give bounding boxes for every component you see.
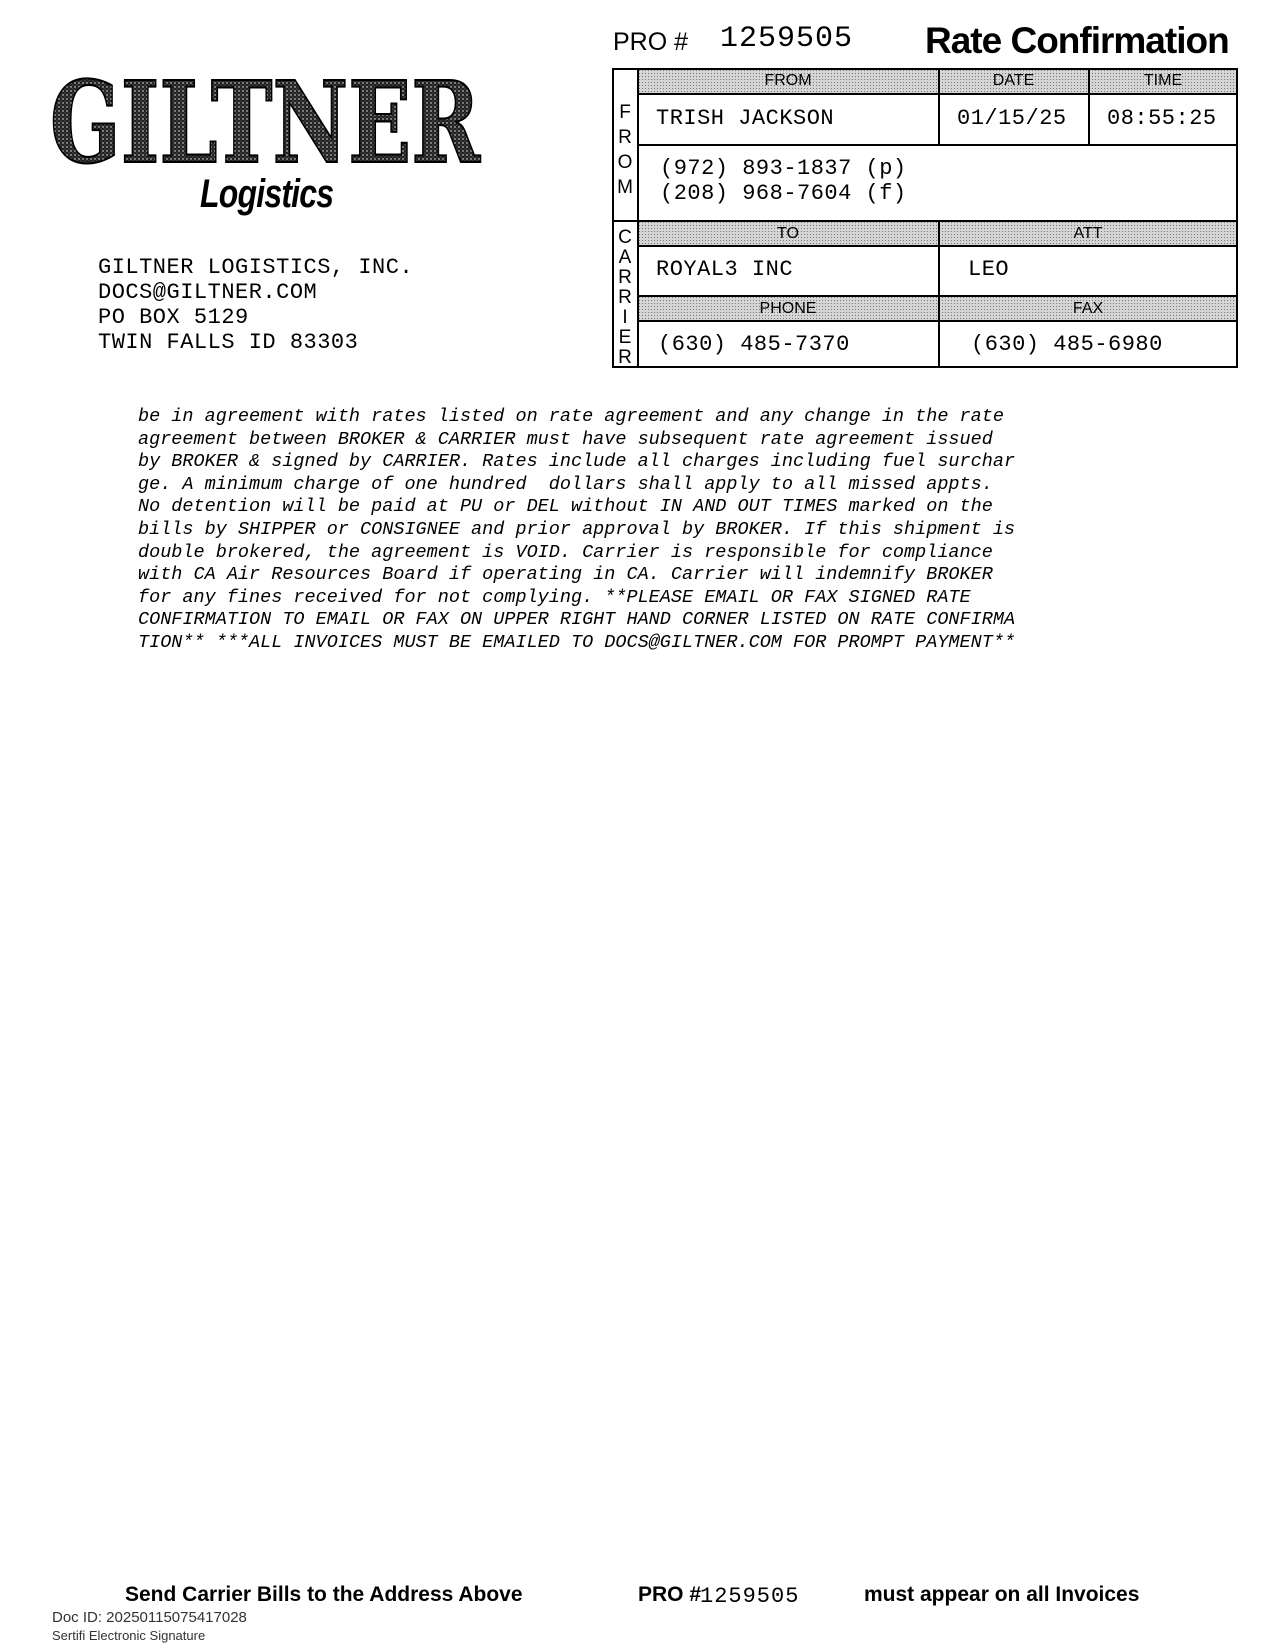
logo-tagline: Logistics — [200, 172, 334, 216]
grid-border-right — [1236, 68, 1238, 368]
terms-line: TION** ***ALL INVOICES MUST BE EMAILED TO DOCS@GILTNER.COM FOR PROMPT PAYMENT** — [138, 631, 1016, 653]
side-letter: A — [618, 247, 632, 268]
side-letter: E — [618, 327, 632, 348]
time-header-label: TIME — [1143, 72, 1183, 89]
rule-to-row — [637, 295, 1237, 297]
to-header-label: TO — [777, 225, 799, 242]
carrier-att: LEO — [968, 257, 1010, 282]
signature-note: Sertifi Electronic Signature — [52, 1628, 206, 1643]
pro-label: PRO # — [613, 28, 689, 56]
terms-line: CONFIRMATION TO EMAIL OR FAX ON UPPER RIGHT HAND CORNER LISTED ON RATE CONFIRMA — [138, 609, 1016, 631]
company-city: TWIN FALLS ID 83303 — [98, 330, 359, 355]
from-time: 08:55:25 — [1107, 106, 1217, 131]
giltner-logo — [50, 62, 510, 227]
side-column-divider — [637, 68, 639, 368]
terms-line: agreement between BROKER & CARRIER must have subsequent rate agreement issued — [138, 428, 993, 450]
rate-info-grid — [612, 68, 1238, 368]
footer-send-bills: Send Carrier Bills to the Address Above — [125, 1583, 523, 1606]
pro-number: 1259505 — [720, 22, 854, 56]
logo-brand-text: GILTNER — [50, 62, 481, 189]
page-title: Rate Confirmation — [925, 20, 1229, 61]
footer-pro-label: PRO # — [638, 1583, 702, 1606]
side-letter: R — [618, 127, 632, 148]
rule-from-name — [637, 144, 1237, 146]
rule-section-split — [612, 220, 1238, 222]
carrier-fax: (630) 485-6980 — [971, 332, 1163, 357]
fax-header-label: FAX — [1072, 300, 1104, 317]
doc-id: Doc ID: 20250115075417028 — [52, 1609, 247, 1626]
date-header-label: DATE — [992, 72, 1035, 89]
terms-line: with CA Air Resources Board if operating in CA. Carrier will indemnify BROKER — [138, 564, 993, 586]
carrier-phone: (630) 485-7370 — [658, 332, 850, 357]
grid-border-bottom — [612, 366, 1238, 368]
side-letter: R — [618, 287, 632, 308]
from-name: TRISH JACKSON — [656, 106, 835, 131]
company-name: GILTNER LOGISTICS, INC. — [98, 255, 414, 280]
side-letter: M — [617, 177, 633, 198]
from-fax: (208) 968-7604 (f) — [660, 181, 907, 206]
side-letter: R — [618, 347, 632, 368]
phone-header-label: PHONE — [759, 300, 817, 317]
side-letter: O — [617, 152, 633, 173]
rule-from-header — [637, 93, 1237, 95]
terms-line: No detention will be paid at PU or DEL without IN AND OUT TIMES marked on the — [138, 496, 993, 518]
terms-line: by BROKER & signed by CARRIER. Rates include all charges including fuel surchar — [138, 451, 1016, 473]
terms-line: for any fines received for not complying. **PLEASE EMAIL OR FAX SIGNED RATE — [138, 586, 971, 608]
side-letter: R — [618, 267, 632, 288]
side-letter: F — [619, 102, 631, 123]
terms-line: double brokered, the agreement is VOID. Carrier is responsible for compliance — [138, 541, 993, 563]
terms-paragraph — [138, 406, 1138, 655]
side-letter: I — [622, 307, 628, 328]
company-po-box: PO BOX 5129 — [98, 305, 249, 330]
terms-line: ge. A minimum charge of one hundred dollars shall apply to all missed appts. — [138, 473, 993, 495]
att-header-label: ATT — [1073, 225, 1103, 242]
from-phone: (972) 893-1837 (p) — [660, 156, 907, 181]
carrier-to: ROYAL3 INC — [656, 257, 794, 282]
footer-pro-number: 1259505 — [700, 1584, 800, 1609]
company-email[interactable]: DOCS@GILTNER.COM — [98, 280, 318, 305]
from-header-label: FROM — [764, 72, 812, 89]
terms-line: be in agreement with rates listed on rate agreement and any change in the rate — [138, 406, 1004, 427]
from-date: 01/15/25 — [957, 106, 1067, 131]
side-letter: C — [618, 227, 632, 248]
footer-must-appear: must appear on all Invoices — [864, 1583, 1140, 1606]
rule-to-header — [637, 245, 1237, 247]
company-address — [98, 255, 413, 355]
terms-line: bills by SHIPPER or CONSIGNEE and prior approval by BROKER. If this shipment is — [138, 518, 1016, 540]
rule-phone-header — [637, 320, 1237, 322]
